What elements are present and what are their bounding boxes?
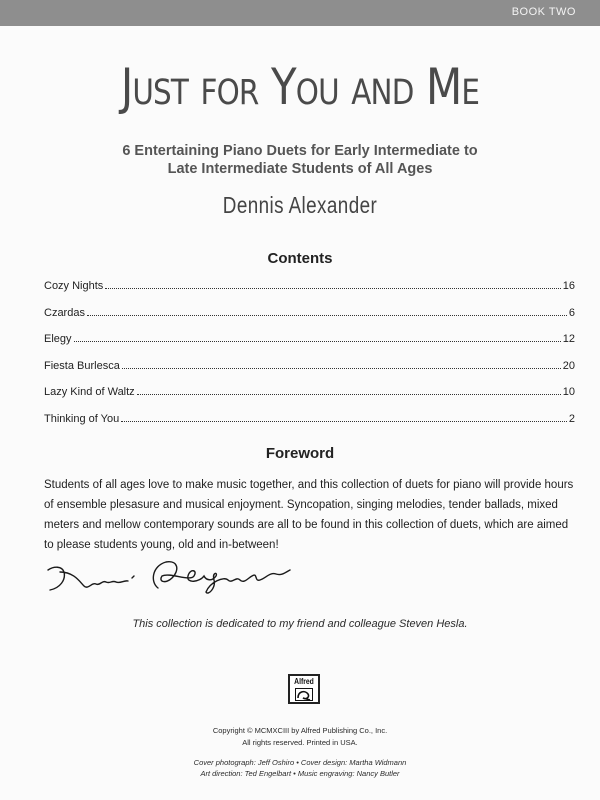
author-name: Dennis Alexander [222,192,378,218]
toc-row [44,360,575,387]
logo-word: Alfred [294,677,314,686]
dedication: This collection is dedicated to my friend and colleague Steven Hesla. [132,618,468,630]
toc-title: Elegy [44,333,72,345]
copyright-line-1: Copyright © MCMXCIII by Alfred Publishing Co., Inc. [212,726,388,735]
contents-heading: Contents [267,250,333,267]
toc-title: Fiesta Burlesca [44,359,120,372]
credits [0,757,600,779]
toc-leader-dots [121,421,567,422]
toc-leader-dots [87,315,567,316]
subtitle-line-2: Late Intermediate Students of All Ages [167,161,433,177]
book-label: BOOK TWO [511,6,576,18]
toc-leader-dots [74,341,561,342]
credits-line-1: Cover photograph: Jeff Oshiro • Cover design: Martha Widmann [193,758,407,767]
book-title: Just for You and Me [120,58,480,116]
toc-title: Thinking of You [44,412,120,425]
copyright-line-2: All rights reserved. Printed in USA. [242,738,358,747]
toc-page-number: 20 [562,359,575,372]
toc-row [44,386,575,413]
toc-page-number: 2 [568,412,575,425]
toc-page-number: 16 [562,280,575,292]
alfred-logo [288,674,320,704]
logo-mark-icon [295,688,313,701]
subtitle-line-1: 6 Entertaining Piano Duets for Early Intermediate to [122,143,478,159]
toc-row [44,413,575,440]
toc-title: Cozy Nights [44,280,104,292]
toc-leader-dots [137,394,561,395]
subtitle [0,142,600,178]
top-banner [0,0,600,26]
signature-image [40,552,300,600]
table-of-contents [44,280,575,439]
toc-title: Czardas [44,306,85,319]
toc-row [44,333,575,360]
credits-line-2: Art direction: Ted Engelbart • Music engraving: Nancy Butler [200,769,400,778]
toc-leader-dots [105,288,560,289]
foreword-text: Students of all ages love to make music together, and this collection of duets for piano will provide hours of ensemble plesasure and musical enjoyment. Syncopation, singing melodies, tender ballads, mixed meters and mellow contemporary sounds are all to be found in this collection of duets, which are aimed to please students young, old and in-between! [44,479,574,551]
toc-page-number: 12 [562,333,575,345]
toc-leader-dots [122,368,561,369]
toc-page-number: 10 [562,386,575,398]
toc-row [44,307,575,334]
toc-page-number: 6 [568,306,575,319]
toc-row [44,280,575,307]
toc-title: Lazy Kind of Waltz [44,386,135,398]
copyright-notice [0,725,600,749]
foreword-heading: Foreword [265,445,335,462]
